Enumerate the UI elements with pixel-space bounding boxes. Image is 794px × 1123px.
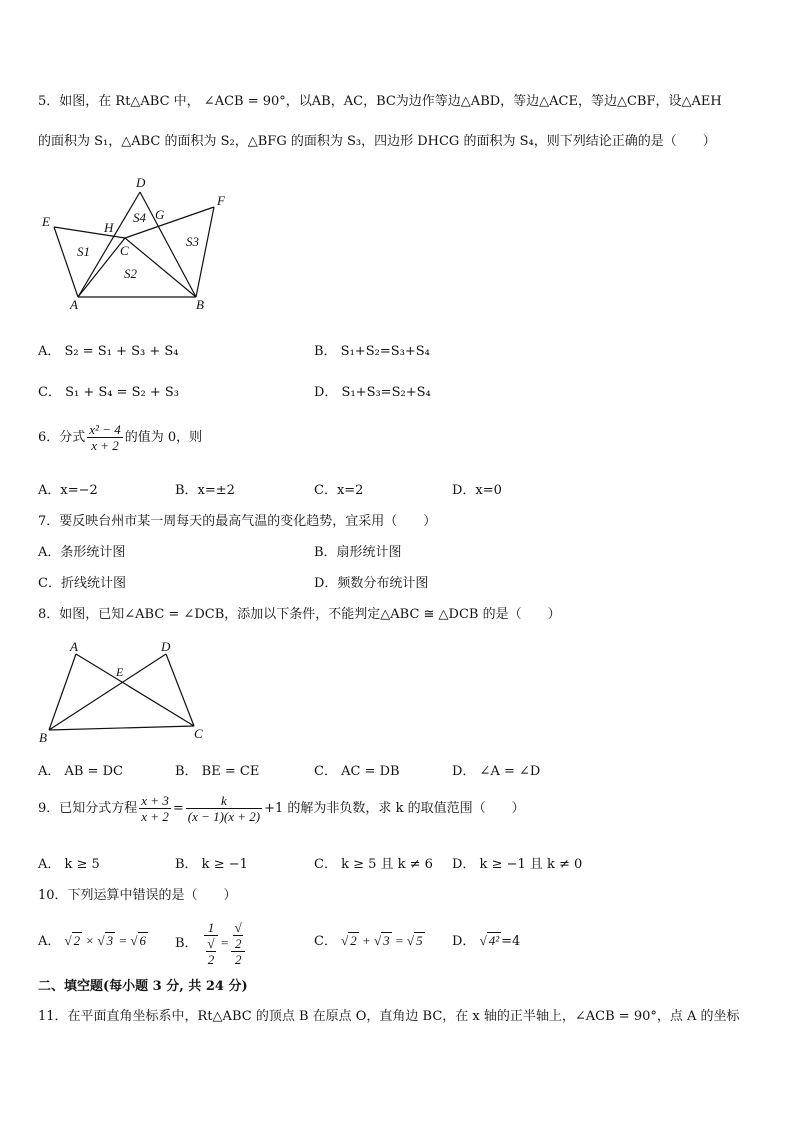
q6-denominator: x + 2 (91, 438, 119, 453)
section-2-heading: 二、填空题(每小题 3 分, 共 24 分) (38, 979, 248, 994)
q5-label-D: D (136, 175, 146, 190)
q10-d-result: =4 (501, 934, 521, 949)
q9-option-d[interactable]: D． k ≥ −1 且 k ≠ 0 (452, 857, 583, 872)
q10-d-radicand: 4² (488, 933, 500, 948)
q10-b-left-fraction: 1 √ 2 (204, 920, 219, 967)
q8-option-d[interactable]: D． ∠A = ∠D (452, 764, 541, 779)
q10-option-a[interactable]: A． √ 2 × √ 3 = √ 6 (38, 933, 147, 949)
q10-a-radicand3: 6 (139, 933, 147, 948)
q9-stem (38, 793, 525, 824)
q10-option-c[interactable]: C． √ 2 + √ 3 = √ 5 (314, 933, 423, 949)
q6-option-a[interactable]: A．x=−2 (38, 483, 98, 498)
q10-c-label: C． (314, 934, 337, 949)
q5-label-S1: S1 (77, 244, 90, 259)
q5-figure (36, 172, 236, 314)
q9-option-b[interactable]: B． k ≥ −1 (175, 857, 248, 872)
q5-option-c[interactable]: C． S₁ + S₄ = S₂ + S₃ (38, 385, 180, 400)
q9-option-c[interactable]: C． k ≥ 5 且 k ≠ 6 (314, 857, 433, 872)
q9-lhs-den: x + 2 (141, 809, 169, 824)
q6-option-b[interactable]: B．x=±2 (175, 483, 235, 498)
q8-label-E: E (116, 665, 124, 679)
q9-rhs-den: (x − 1)(x + 2) (187, 809, 261, 824)
q5-line1: 5．如图，在 Rt△ABC 中， ∠ACB = 90°，以AB，AC，BC为边作等边△ABD，等边△ACE，等边△CBF，设△AEH (38, 94, 722, 109)
q10-a-radicand2: 3 (106, 933, 114, 948)
q10-b-rnum: 2 (234, 936, 242, 951)
q8-label-A: A (70, 639, 78, 654)
q10-b-rden: 2 (234, 952, 242, 967)
q5-label-S4: S4 (133, 210, 146, 225)
q5-label-B: B (196, 297, 204, 312)
q7-option-b[interactable]: B．扇形统计图 (314, 545, 402, 560)
q9-rhs-fraction (186, 793, 262, 824)
q6-suffix: 的值为 0，则 (124, 430, 203, 445)
q8-option-a[interactable]: A． AB = DC (38, 764, 123, 779)
q9-tail: +1 的解为非负数，求 k 的取值范围（ ） (264, 801, 525, 816)
q7-option-d[interactable]: D．频数分布统计图 (314, 576, 429, 591)
q10-option-b[interactable]: B． 1 √ 2 = √ 2 2 (175, 920, 247, 967)
q9-lhs-num: x + 3 (141, 793, 169, 808)
q9-equals: = (172, 801, 184, 816)
q7-option-a[interactable]: A．条形统计图 (38, 545, 126, 560)
q6-fraction (87, 422, 122, 453)
q5-label-F: F (217, 193, 225, 208)
q5-line2: 的面积为 S₁，△ABC 的面积为 S₂，△BFG 的面积为 S₃，四边形 DHCG 的面积为 S₄，则下列结论正确的是（ ） (38, 134, 716, 149)
q10-b-den: 2 (207, 952, 215, 967)
q6-numerator: x² − 4 (89, 422, 121, 437)
q5-label-G: G (155, 207, 165, 222)
q10-b-right-fraction: √ 2 2 (231, 920, 246, 967)
q7-stem: 7．要反映台州市某一周每天的最高气温的变化趋势，宜采用（ ） (38, 514, 437, 529)
q5-label-C: C (120, 243, 129, 258)
q10-d-label: D． (452, 934, 476, 949)
q5-label-H: H (104, 220, 114, 235)
q10-c-radicand2: 3 (383, 933, 390, 948)
q7-option-c[interactable]: C．折线统计图 (38, 576, 126, 591)
q10-option-d[interactable]: D． √ 4² =4 (452, 933, 521, 949)
q5-label-A: A (70, 297, 78, 312)
q10-b-label: B． (175, 936, 198, 951)
q6-option-c[interactable]: C．x=2 (314, 483, 364, 498)
q5-label-S3: S3 (186, 234, 199, 249)
q8-option-c[interactable]: C． AC = DB (314, 764, 400, 779)
q5-label-E: E (42, 214, 50, 229)
q6-stem (38, 422, 202, 453)
q9-option-a[interactable]: A． k ≥ 5 (38, 857, 100, 872)
q10-b-num: 1 (204, 920, 219, 936)
q8-label-D: D (161, 639, 171, 654)
q8-option-b[interactable]: B． BE = CE (175, 764, 260, 779)
q5-option-a[interactable]: A． S₂ = S₁ + S₃ + S₄ (38, 344, 179, 359)
q11-stem: 11．在平面直角坐标系中，Rt△ABC 的顶点 B 在原点 O，直角边 BC，在 x 轴的正半轴上，∠ACB = 90°，点 A 的坐标 (38, 1009, 740, 1024)
q6-option-d[interactable]: D．x=0 (452, 483, 502, 498)
q5-label-S2: S2 (124, 266, 137, 281)
q5-option-b[interactable]: B． S₁+S₂=S₃+S₄ (314, 344, 430, 359)
q10-c-radicand3: 5 (416, 933, 423, 948)
q8-label-C: C (194, 726, 203, 741)
q10-stem: 10．下列运算中错误的是（ ） (38, 888, 237, 903)
q10-a-radicand1: 2 (73, 933, 81, 948)
q10-c-radicand1: 2 (350, 933, 357, 948)
q9-prefix: 9．已知分式方程 (38, 801, 138, 816)
q10-a-label: A． (38, 934, 61, 949)
q9-rhs-num: k (186, 793, 262, 809)
q8-stem: 8．如图，已知∠ABC = ∠DCB，添加以下条件，不能判定△ABC ≅ △DCB 的是（ ） (38, 607, 561, 622)
q8-label-B: B (39, 730, 47, 745)
q9-lhs-fraction (139, 793, 171, 824)
q8-figure (36, 638, 216, 748)
q6-prefix: 6．分式 (38, 430, 86, 445)
q5-option-d[interactable]: D． S₁+S₃=S₂+S₄ (314, 385, 431, 400)
